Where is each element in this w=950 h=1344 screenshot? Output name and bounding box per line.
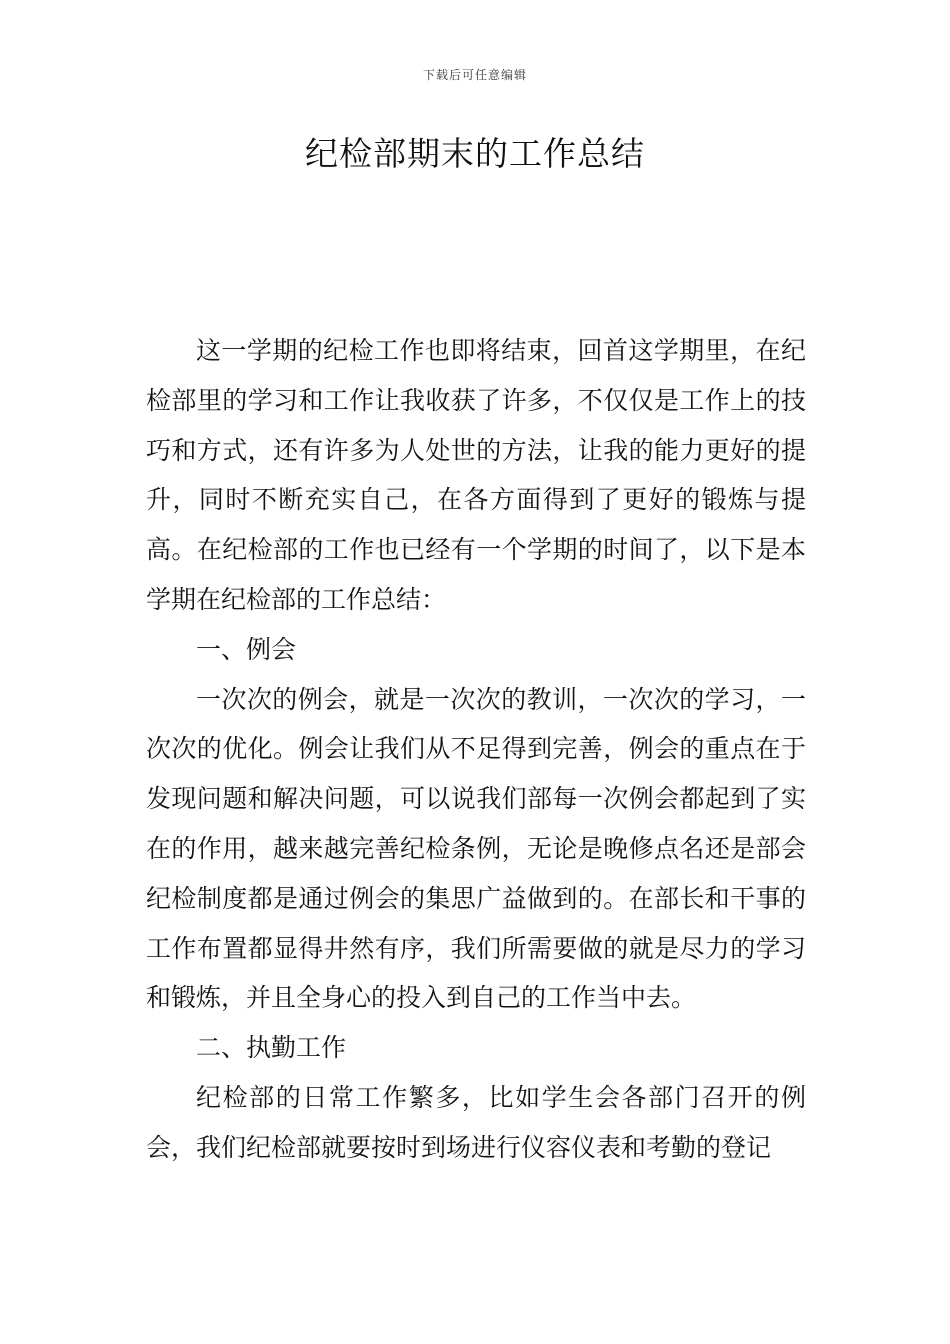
paragraph-intro: 这一学期的纪检工作也即将结束，回首这学期里，在纪检部里的学习和工作让我收获了许多，不仅仅是工作上的技巧和方式，还有许多为人处世的方法，让我的能力更好的提升，同时不断充实自己，在各方面得到了更好的锻炼与提高。在纪检部的工作也已经有一个学期的时间了，以下是本学期在纪检部的工作总结： [146, 336, 806, 614]
document-title: 纪检部期末的工作总结 [305, 134, 645, 173]
page-header-note: 下载后可任意编辑 [422, 68, 527, 82]
section-heading-duty: 二、执勤工作 [196, 1033, 347, 1063]
section-heading-meetings: 一、例会 [196, 634, 297, 664]
document-body [146, 326, 806, 1173]
paragraph-duty: 纪检部的日常工作繁多，比如学生会各部门召开的例会，我们纪检部就要按时到场进行仪容仪表和考勤的登记 [146, 1082, 806, 1162]
paragraph-meetings: 一次次的例会，就是一次次的教训，一次次的学习，一次次的优化。例会让我们从不足得到完善，例会的重点在于发现问题和解决问题，可以说我们部每一次例会都起到了实在的作用，越来越完善纪检条例，无论是晚修点名还是部会纪检制度都是通过例会的集思广益做到的。在部长和干事的工作布置都显得井然有序，我们所需要做的就是尽力的学习和锻炼，并且全身心的投入到自己的工作当中去。 [146, 684, 806, 1013]
